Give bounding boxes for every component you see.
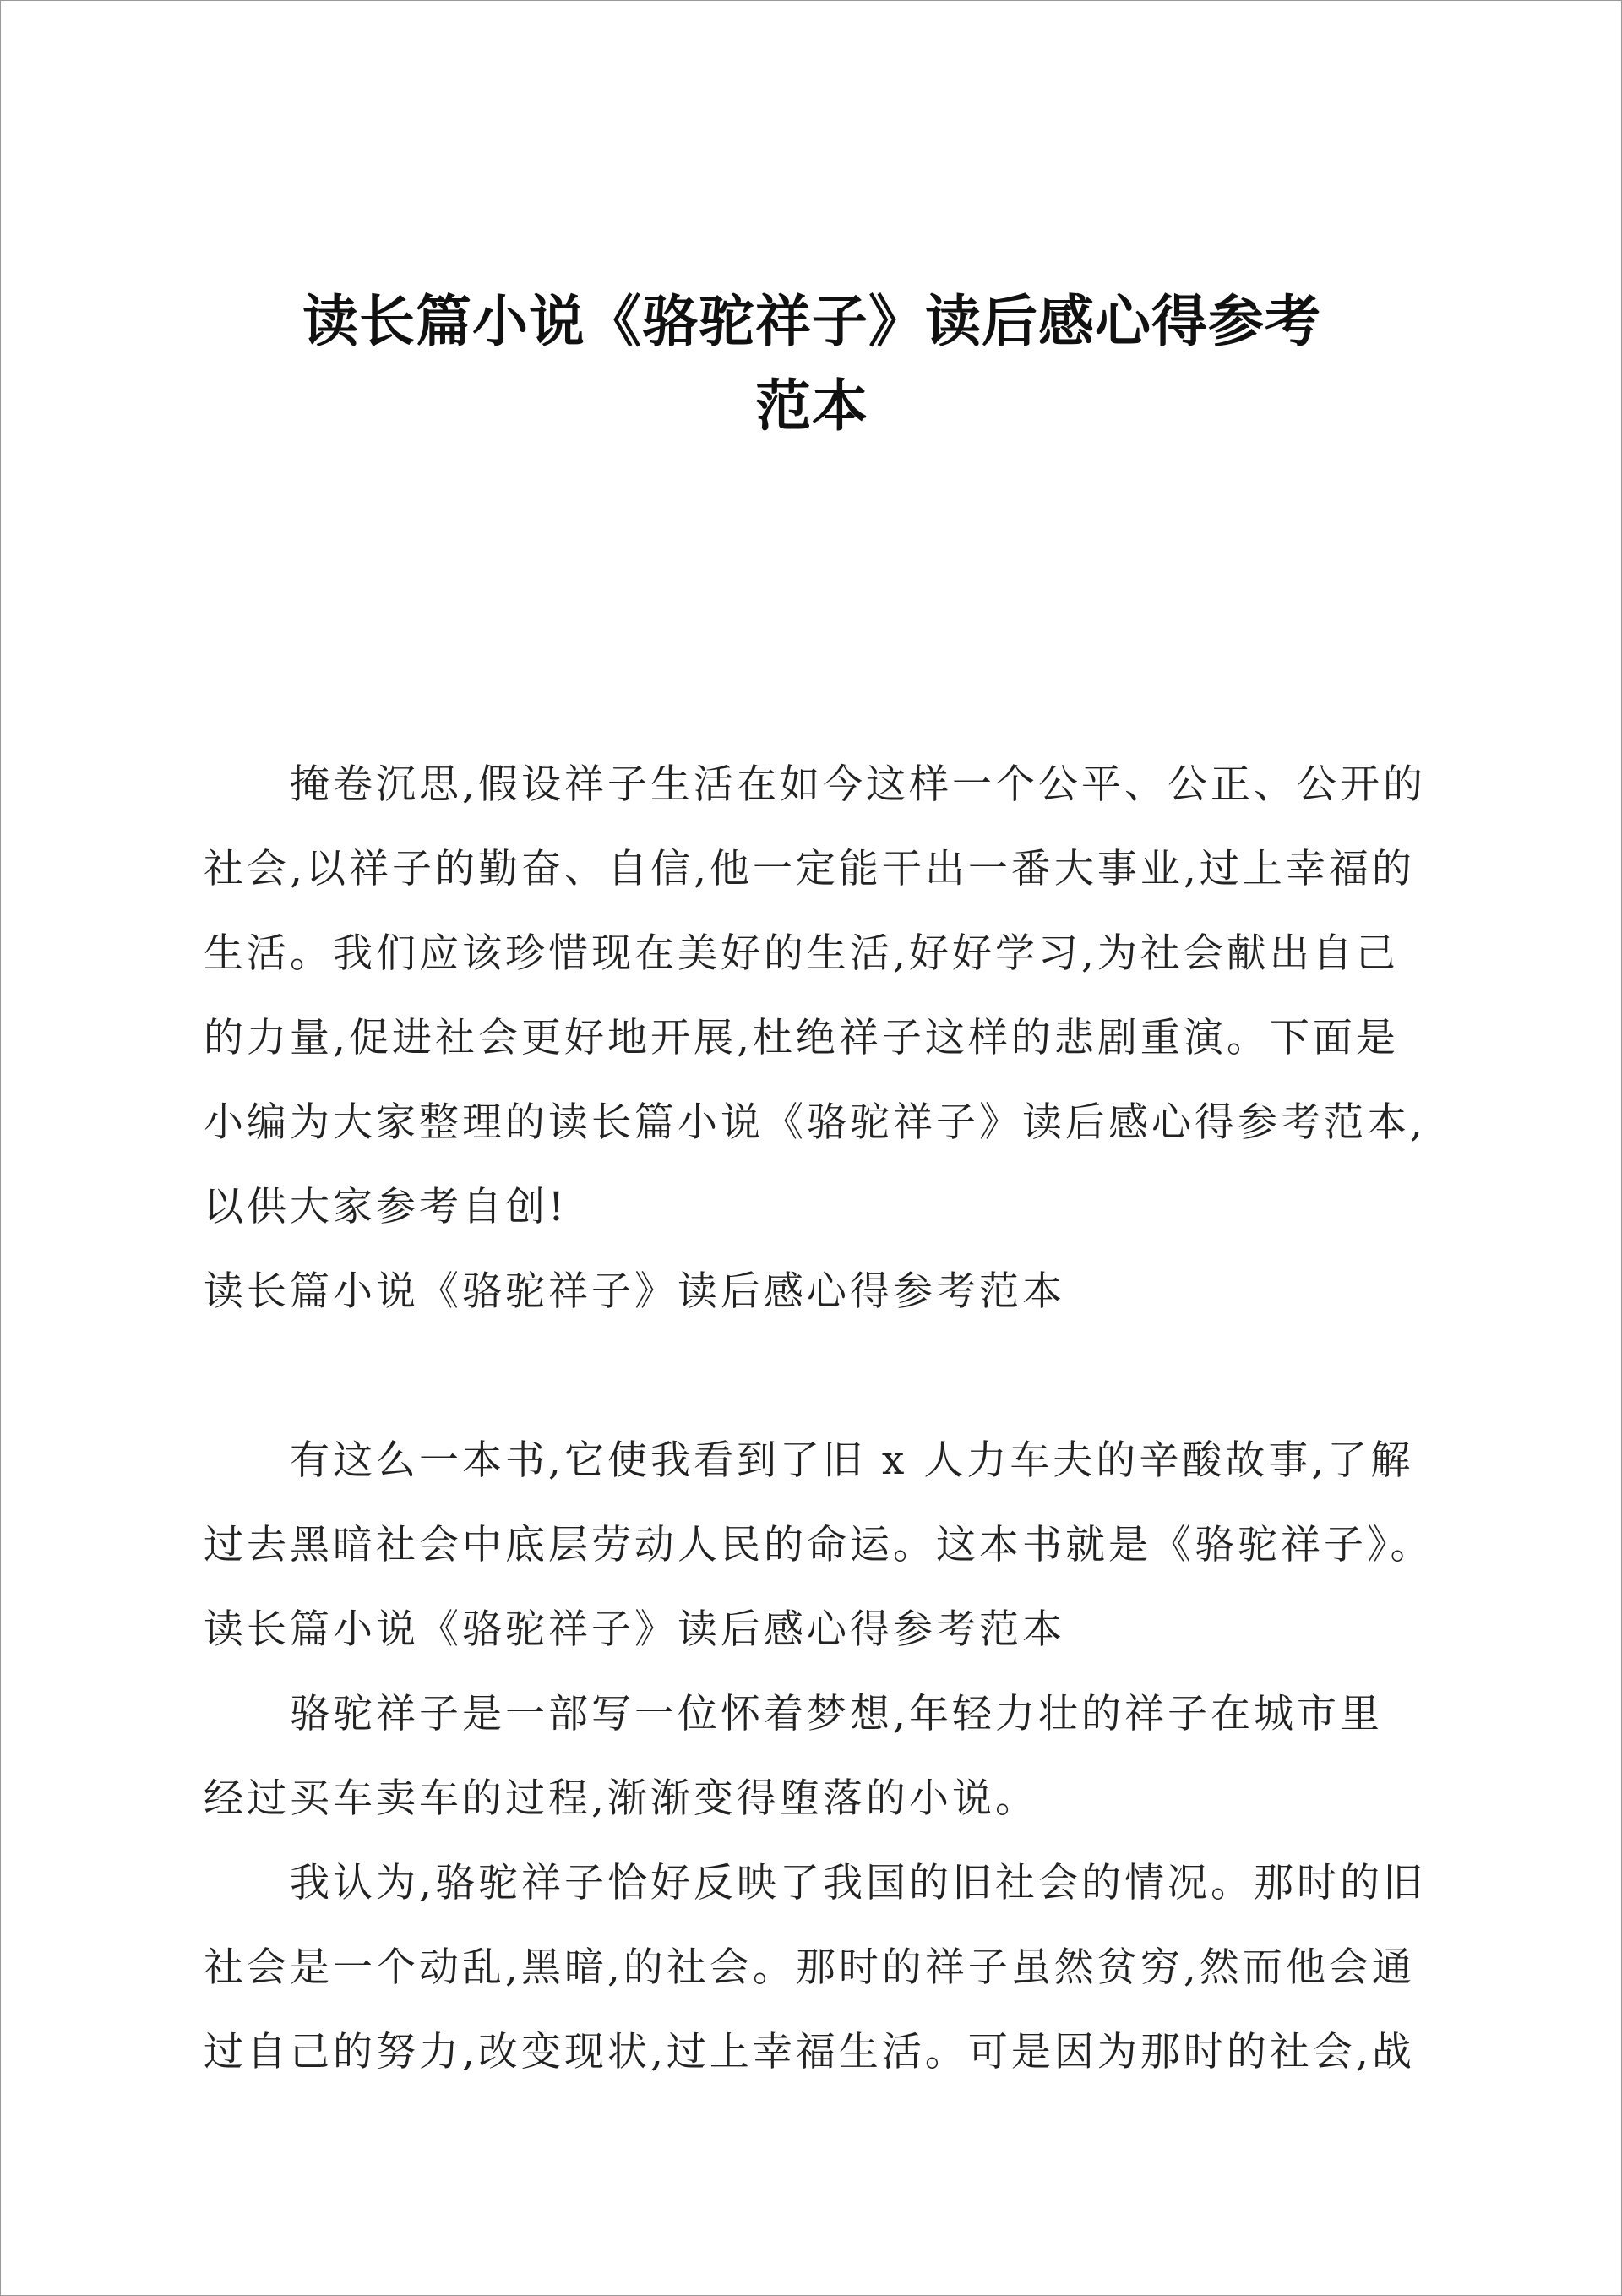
paragraph-line: 过自己的努力,改变现状,过上幸福生活。可是因为那时的社会,战	[204, 2029, 1415, 2075]
section-heading: 读长篇小说《骆驼祥子》读后感心得参考范本	[204, 1268, 1065, 1315]
paragraph-line: 生活。我们应该珍惜现在美好的生活,好好学习,为社会献出自己	[204, 930, 1399, 977]
paragraph-line: 以供大家参考自创!	[204, 1184, 568, 1230]
document-title-line-2: 范本	[755, 374, 868, 439]
section-heading: 读长篇小说《骆驼祥子》读后感心得参考范本	[204, 1606, 1065, 1653]
paragraph-line: 社会,以祥子的勤奋、自信,他一定能干出一番大事业,过上幸福的	[204, 846, 1415, 892]
document-title-line-1: 读长篇小说《骆驼祥子》读后感心得参考	[302, 289, 1321, 354]
paragraph-line: 小编为大家整理的读长篇小说《骆驼祥子》读后感心得参考范本,	[204, 1099, 1426, 1146]
paragraph-line: 过去黑暗社会中底层劳动人民的命运。这本书就是《骆驼祥子》。	[204, 1522, 1434, 1568]
paragraph-line: 骆驼祥子是一部写一位怀着梦想,年轻力壮的祥子在城市里	[290, 1691, 1383, 1737]
paragraph-line: 社会是一个动乱,黑暗,的社会。那时的祥子虽然贫穷,然而他会通	[204, 1944, 1415, 1991]
paragraph-line: 有这么一本书,它使我看到了旧 x 人力车夫的辛酸故事,了解	[290, 1437, 1414, 1484]
paragraph-line: 经过买车卖车的过程,渐渐变得堕落的小说。	[204, 1775, 1038, 1822]
paragraph-line: 的力量,促进社会更好地开展,杜绝祥子这样的悲剧重演。下面是	[204, 1015, 1399, 1061]
paragraph-line: 掩卷沉思,假设祥子生活在如今这样一个公平、公正、公开的	[290, 761, 1426, 808]
paragraph-line: 我认为,骆驼祥子恰好反映了我国的旧社会的情况。那时的旧	[290, 1860, 1426, 1906]
